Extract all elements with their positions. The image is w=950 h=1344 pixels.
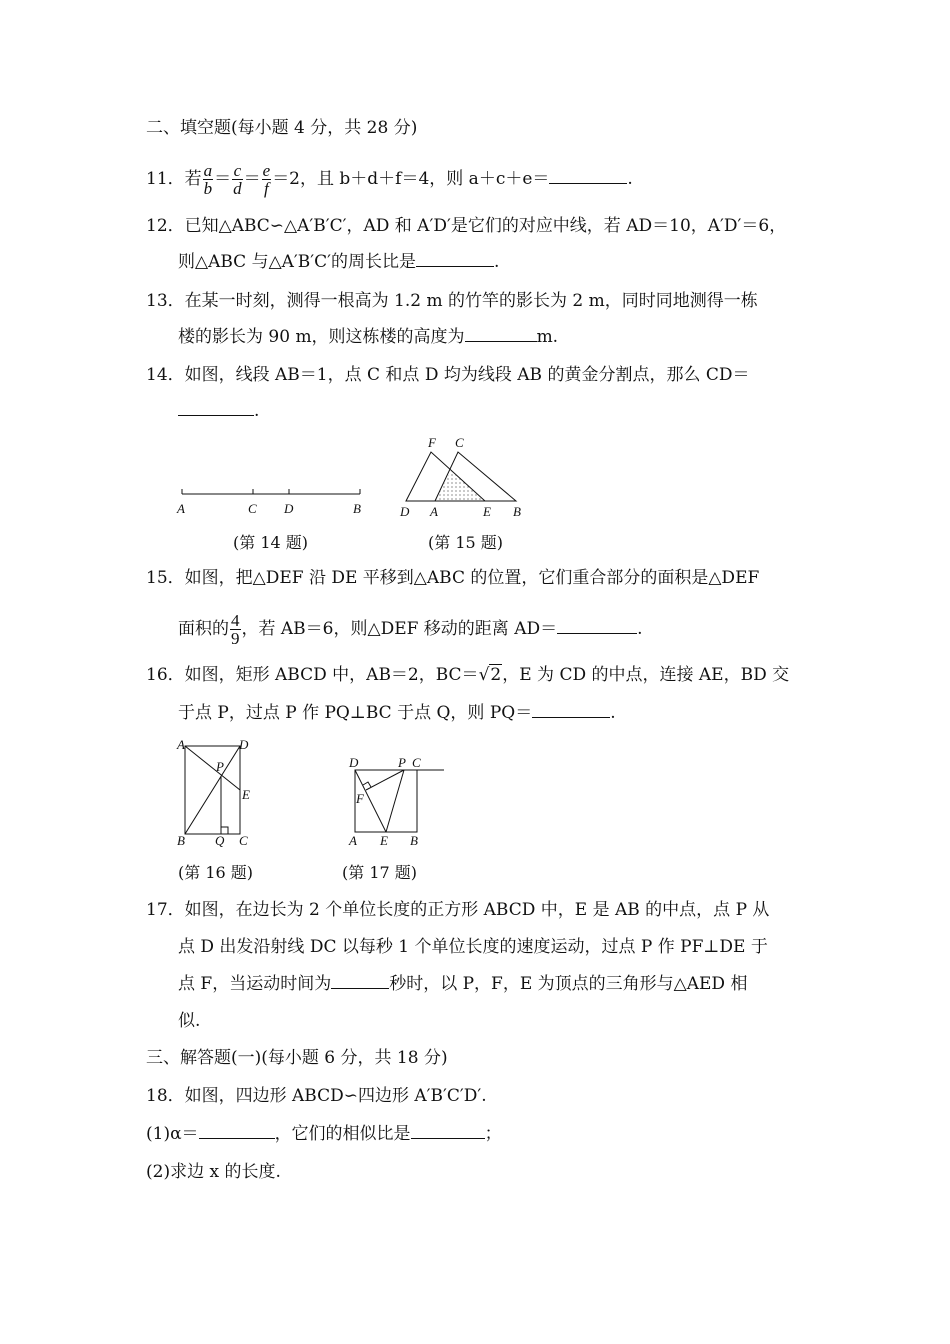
q13-answer-blank[interactable] [465, 325, 537, 342]
figure-16 [168, 734, 268, 852]
fig16-label-b: B [177, 833, 185, 848]
q11-number: 11． [146, 169, 185, 189]
question-14-line2: . [178, 399, 259, 423]
q11-fraction-a-b: $\frac{a}{b}$ [203, 161, 213, 198]
fig16-label-d: D [239, 737, 249, 752]
fig17-label-p: P [398, 755, 406, 770]
question-18-part1: (1)α＝ ，它们的相似比是 ； [146, 1124, 502, 1144]
q11-fraction-e-f: $\frac{e}{f}$ [262, 161, 271, 198]
question-18-part2: (2)求边 x 的长度. [146, 1162, 281, 1182]
fig17-label-f: F [356, 791, 364, 806]
fig16-label-e: E [242, 787, 250, 802]
q11-prefix: 若 [184, 169, 202, 189]
fig15-label-b: B [513, 504, 521, 519]
fig17-label-c: C [412, 755, 421, 770]
fig17-label-e: E [380, 833, 388, 848]
question-16-line2: 于点 P，过点 P 作 PQ⊥BC 于点 Q，则 PQ＝ . [178, 703, 616, 723]
fig14-label-a: A [177, 501, 185, 516]
q11-fraction-c-d: $\frac{c}{d}$ [233, 161, 242, 198]
q15-fraction-4-9: $\frac{4}{9}$ [231, 611, 240, 648]
q14-answer-blank[interactable] [178, 399, 254, 416]
fig16-label-a: A [177, 737, 185, 752]
q18-ratio-blank[interactable] [411, 1122, 485, 1139]
q17-answer-blank[interactable] [331, 972, 389, 989]
fig15-label-f: F [428, 435, 436, 450]
fig16-label-p: P [216, 759, 224, 774]
fig15-caption: (第 15 题) [428, 533, 504, 552]
question-13-line1: 13．在某一时刻，测得一根高为 1.2 m 的竹竿的影长为 2 m，同时同地测得一栋 [146, 291, 758, 311]
fig16-caption: (第 16 题) [178, 863, 254, 882]
question-17-line2: 点 D 出发沿射线 DC 以每秒 1 个单位长度的速度运动，过点 P 作 PF⊥DE 于 [178, 937, 768, 957]
q16-sqrt: √2 [478, 665, 502, 685]
figure-14 [172, 480, 372, 520]
fig17-label-b: B [410, 833, 418, 848]
fig17-label-d: D [349, 755, 359, 770]
figure-17 [340, 750, 450, 852]
figure-15 [395, 430, 535, 522]
fig14-caption: (第 14 题) [233, 533, 309, 552]
q12-answer-blank[interactable] [416, 250, 494, 267]
question-12-line1: 12．已知△ABC∽△A′B′C′，AD 和 A′D′是它们的对应中线，若 AD＝10，A′D′＝6， [146, 216, 787, 236]
question-17-line3: 点 F，当运动时间为 秒时，以 P，F，E 为顶点的三角形与△AED 相 [178, 974, 748, 994]
question-12-line2: 则△ABC 与△A′B′C′的周长比是 . [178, 252, 500, 272]
fig17-label-a: A [349, 833, 357, 848]
question-15-line1: 15．如图，把△DEF 沿 DE 平移到△ABC 的位置，它们重合部分的面积是△DEF [146, 568, 760, 588]
q15-answer-blank[interactable] [557, 617, 637, 634]
q11-answer-blank[interactable] [549, 167, 627, 184]
section-3-title: 三、解答题(一)(每小题 6 分，共 18 分) [146, 1048, 448, 1068]
fig16-label-c: C [239, 833, 248, 848]
q16-answer-blank[interactable] [532, 701, 610, 718]
question-16-line1: 16．如图，矩形 ABCD 中，AB＝2，BC＝√2，E 为 CD 的中点，连接 AE，BD 交 [146, 665, 790, 685]
question-11: 11．若 $\frac{a}{b}$ ＝ $\frac{c}{d}$ ＝ $\frac{e}{f}$ ＝2，且 b＋d＋f＝4，则 a＋c＋e＝ . [146, 161, 633, 198]
fig15-label-d: D [400, 504, 410, 519]
question-14-line1: 14．如图，线段 AB＝1，点 C 和点 D 均为线段 AB 的黄金分割点，那么 CD＝ [146, 365, 750, 385]
fig14-label-d: D [284, 501, 294, 516]
fig14-label-c: C [248, 501, 257, 516]
question-13-line2: 楼的影长为 90 m，则这栋楼的高度为 m. [178, 327, 559, 347]
fig17-caption: (第 17 题) [342, 863, 418, 882]
q18-alpha-blank[interactable] [199, 1122, 275, 1139]
question-17-line4: 似. [178, 1011, 201, 1031]
fig15-label-e: E [483, 504, 491, 519]
question-18-line1: 18．如图，四边形 ABCD∽四边形 A′B′C′D′. [146, 1086, 487, 1106]
fig16-label-q: Q [215, 833, 225, 848]
fig15-label-c: C [455, 435, 464, 450]
fig14-label-b: B [353, 501, 361, 516]
fig15-label-a: A [430, 504, 438, 519]
question-17-line1: 17．如图，在边长为 2 个单位长度的正方形 ABCD 中，E 是 AB 的中点，点 P 从 [146, 900, 770, 920]
q11-text: ＝2，且 b＋d＋f＝4，则 a＋c＋e＝ [272, 169, 550, 189]
section-2-title: 二、填空题(每小题 4 分，共 28 分) [146, 118, 418, 138]
question-15-line2: 面积的 $\frac{4}{9}$ ，若 AB＝6，则△DEF 移动的距离 AD＝ . [178, 611, 643, 648]
